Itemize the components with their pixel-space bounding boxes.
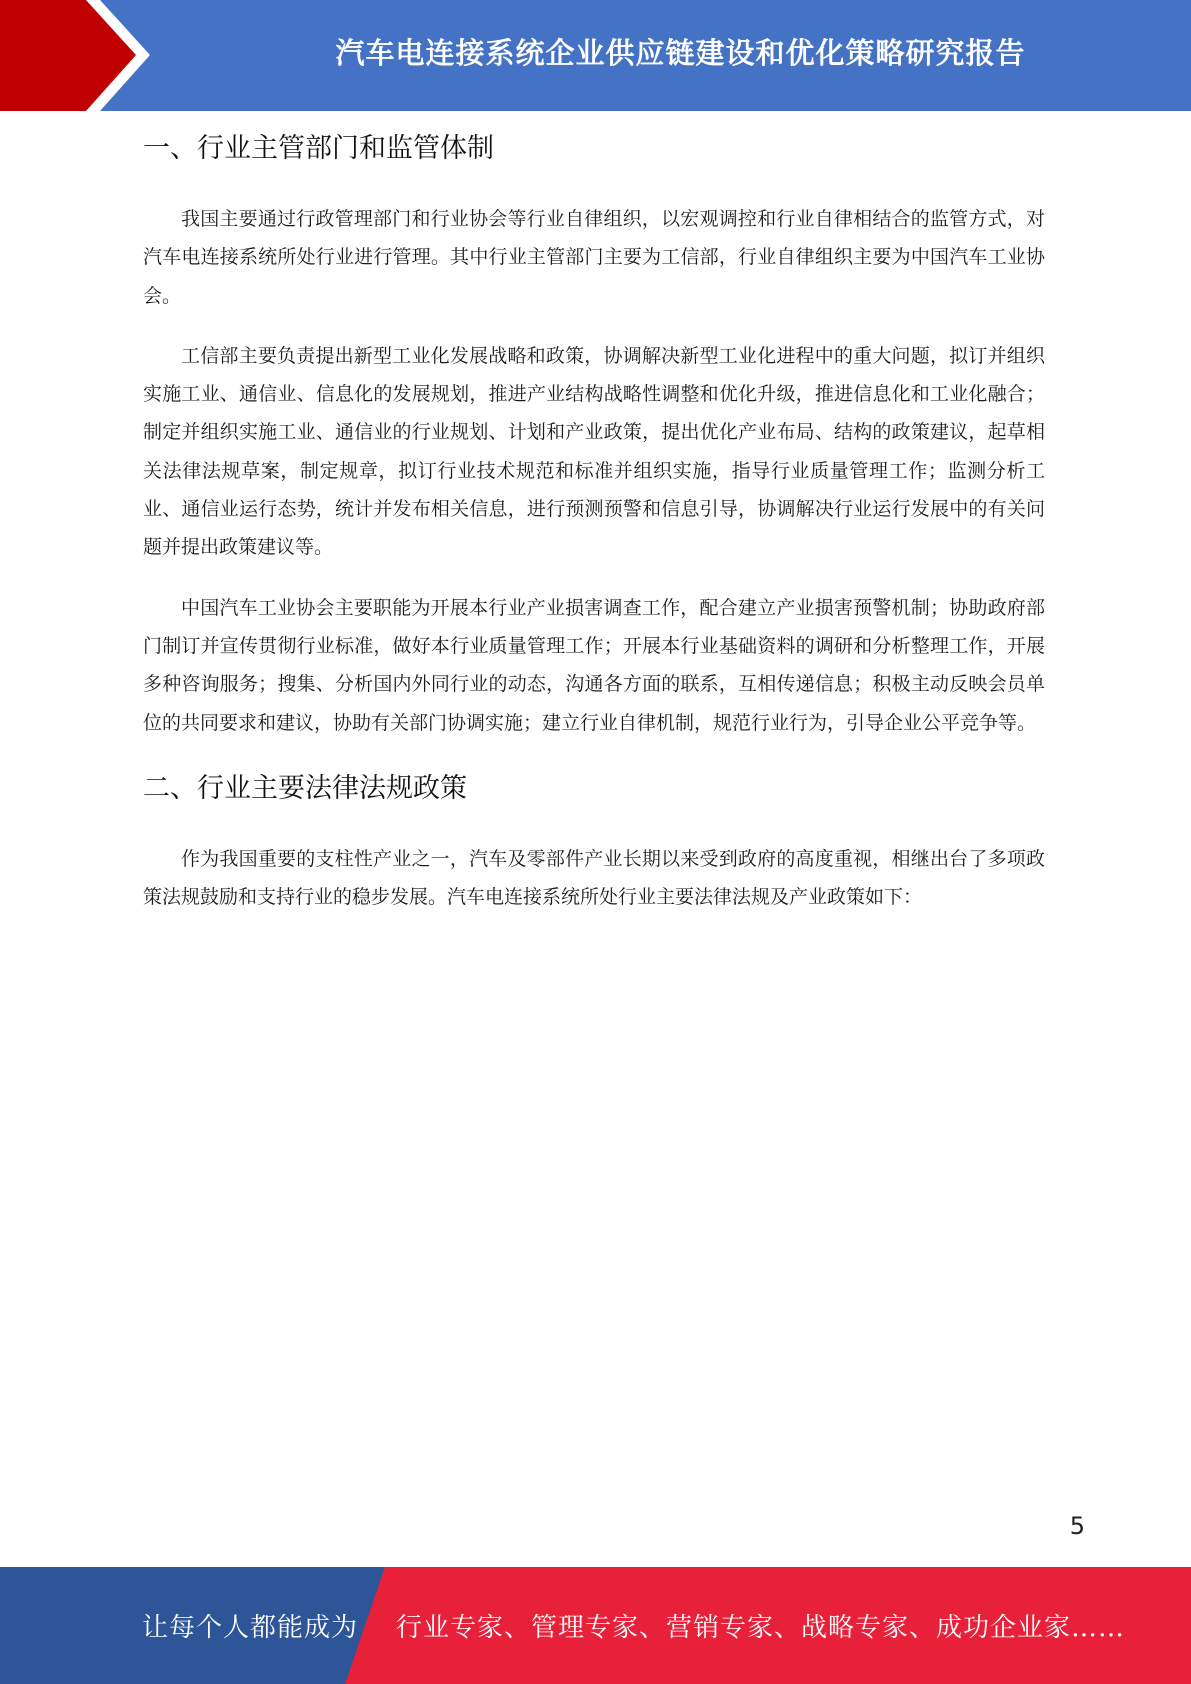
paragraph: 中国汽车工业协会主要职能为开展本行业产业损害调查工作，配合建立产业损害预警机制；协助政府部门制订并宣传贯彻行业标准，做好本行业质量管理工作；开展本行业基础资料的调研和分析整理工作，开展多种咨询服务；搜集、分析国内外同行业的动态，沟通各方面的联系，互相传递信息；积极主动反映会员单位的共同要求和建议，协助有关部门协调实施；建立行业自律机制，规范行业行为，引导企业公平竞争等。: [143, 596, 1045, 734]
report-title: 汽车电连接系统企业供应链建设和优化策略研究报告: [335, 36, 1026, 70]
footer-slogan-left: 让每个人都能成为: [142, 1613, 359, 1643]
page-footer: [0, 1567, 1191, 1684]
paragraph: 我国主要通过行政管理部门和行业协会等行业自律组织，以宏观调控和行业自律相结合的监管方式，对汽车电连接系统所处行业进行管理。其中行业主管部门主要为工信部，行业自律组织主要为中国汽车工业协会。: [143, 208, 1045, 307]
document-body: [143, 124, 1045, 938]
paragraph: 工信部主要负责提出新型工业化发展战略和政策，协调解决新型工业化进程中的重大问题，拟订并组织实施工业、通信业、信息化的发展规划，推进产业结构战略性调整和优化升级，推进信息化和工业化融合；制定并组织实施工业、通信业的行业规划、计划和产业政策，提出优化产业布局、结构的政策建议，起草相关法律法规草案，制定规章，拟订行业技术规范和标准并组织实施，指导行业质量管理工作；监测分析工业、通信业运行态势，统计并发布相关信息，进行预测预警和信息引导，协调解决行业运行发展中的有关问题并提出政策建议等。: [143, 344, 1045, 559]
paragraph: 作为我国重要的支柱性产业之一，汽车及零部件产业长期以来受到政府的高度重视，相继出台了多项政策法规鼓励和支持行业的稳步发展。汽车电连接系统所处行业主要法律法规及产业政策如下：: [143, 847, 1045, 909]
footer-slogan-right: 行业专家、管理专家、营销专家、战略专家、成功企业家……: [396, 1613, 1126, 1643]
page-number: 5: [1069, 1512, 1085, 1540]
section-heading-laws-policies: 二、行业主要法律法规政策: [143, 772, 467, 804]
page-header: [0, 0, 1191, 111]
section-heading-regulators: 一、行业主管部门和监管体制: [143, 133, 494, 164]
